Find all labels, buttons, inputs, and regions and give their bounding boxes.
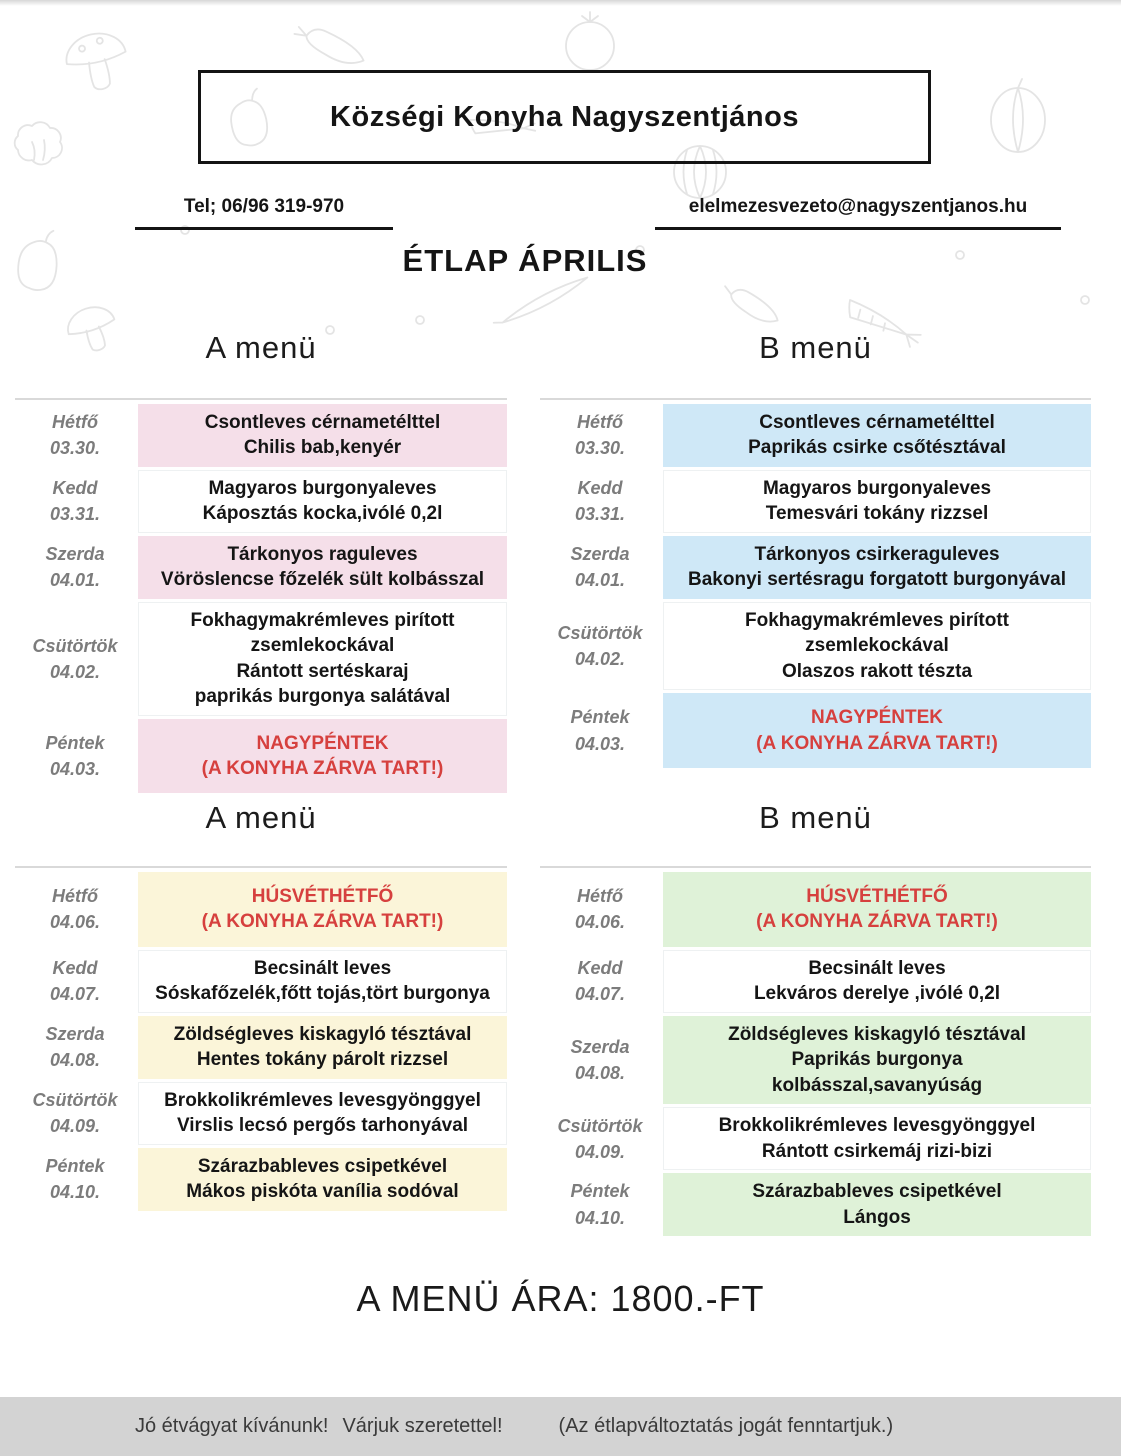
menu-line: Zöldségleves kiskagyló tésztával [728, 1023, 1026, 1045]
menu-line: Paprikás burgonya [791, 1049, 963, 1071]
day-name: Péntek [45, 732, 105, 753]
day-name: Hétfő [52, 886, 98, 907]
day-date: 03.31. [574, 504, 626, 525]
week2-headings [0, 800, 1121, 846]
menu-b-heading-week1: B menü [759, 330, 872, 365]
menu-line: (A KONYHA ZÁRVA TART!) [201, 911, 444, 933]
day-name: Péntek [570, 1181, 630, 1202]
menu-table-b-week2 [540, 866, 1091, 1236]
day-date: 04.06. [574, 912, 626, 933]
menu-b-heading-week2: B menü [759, 800, 872, 835]
day-name: Hétfő [52, 412, 98, 433]
menu-line: Bakonyi sertésragu forgatott burgonyával [688, 569, 1066, 591]
menu-cell [138, 1148, 507, 1211]
menu-line: Brokkolikrémleves levesgyönggyel [164, 1089, 481, 1111]
menu-line: HÚSVÉTHÉTFŐ [251, 886, 394, 907]
kitchen-name-box [198, 70, 931, 164]
menu-line: NAGYPÉNTEK [256, 732, 389, 754]
menu-table-a-week1 [15, 398, 507, 793]
day-name: Kedd [52, 958, 98, 979]
day-date: 04.06. [49, 912, 101, 933]
day-date: 03.30. [574, 438, 626, 459]
footer-band [0, 1397, 1121, 1456]
day-name: Péntek [45, 1155, 105, 1176]
day-date: 03.30. [49, 438, 101, 459]
day-cell [15, 470, 135, 533]
day-date: 04.02. [574, 648, 626, 669]
menu-line: Csontleves cérnametélttel [759, 412, 995, 433]
day-cell [540, 602, 660, 690]
day-name: Csütörtök [557, 1115, 643, 1136]
menu-line: Vöröslencse főzelék sült kolbásszal [160, 569, 485, 591]
menu-cell-closed [138, 719, 507, 794]
menu-a-heading-week2: A menü [205, 800, 317, 835]
zucchini-icon [493, 273, 590, 331]
menu-line: Hentes tokány párolt rizzsel [196, 1049, 449, 1071]
day-cell [15, 719, 135, 794]
menu-line: Rántott sertéskaraj [236, 660, 409, 682]
menu-line: Rántott csirkemáj rizi-bizi [761, 1140, 993, 1162]
menu-line: Szárazbableves csipetkével [752, 1181, 1002, 1203]
eggplant-icon [291, 22, 369, 68]
menu-cell-closed [663, 872, 1091, 947]
menu-line: Mákos piskóta vanília sodóval [186, 1181, 459, 1203]
day-cell [540, 1016, 660, 1104]
menu-cell [138, 602, 507, 716]
menu-line: Olaszos rakott tészta [781, 660, 973, 682]
menu-table-a-week2 [15, 866, 507, 1211]
menu-line: Magyaros burgonyaleves [208, 477, 437, 499]
day-name: Kedd [577, 478, 623, 499]
day-date: 04.03. [49, 758, 101, 779]
menu-line: Magyaros burgonyaleves [762, 477, 992, 499]
menu-cell [663, 950, 1091, 1013]
day-date: 04.10. [574, 1207, 626, 1228]
day-date: 04.08. [49, 1050, 101, 1071]
day-name: Hétfő [577, 412, 623, 433]
day-date: 04.01. [49, 570, 101, 591]
menu-cell [663, 1016, 1091, 1104]
menu-line: Csontleves cérnametélttel [204, 412, 441, 433]
menu-line: kolbásszal,savanyúság [771, 1074, 983, 1096]
tomato-icon [566, 12, 614, 70]
menu-line: Tárkonyos raguleves [227, 543, 418, 565]
menu-line: Chilis bab,kenyér [243, 437, 402, 459]
day-date: 04.07. [574, 984, 626, 1005]
day-date: 04.09. [574, 1141, 626, 1162]
day-cell [540, 536, 660, 599]
email-label: elelmezesvezeto@nagyszentjanos.hu [655, 196, 1061, 230]
day-name: Szerda [570, 544, 630, 565]
menu-line: Káposztás kocka,ivólé 0,2l [202, 503, 443, 525]
menu-line: Becsinált leves [808, 957, 946, 979]
menu-line: Sóskafőzelék,főtt tojás,tört burgonya [155, 983, 490, 1005]
day-name: Kedd [52, 478, 98, 499]
day-date: 03.31. [49, 504, 101, 525]
menu-cell [138, 1082, 507, 1145]
menu-cell [663, 470, 1091, 533]
menu-line: Paprikás csirke csőtésztával [748, 437, 1006, 459]
day-date: 04.01. [574, 570, 626, 591]
day-date: 04.07. [49, 984, 101, 1005]
day-cell [15, 872, 135, 947]
day-name: Szerda [570, 1036, 630, 1057]
menu-line: Lekváros derelye ,ivólé 0,2l [753, 983, 1001, 1005]
day-cell [540, 950, 660, 1013]
day-cell [15, 1082, 135, 1145]
menu-cell-closed [663, 693, 1091, 768]
menu-cell [663, 1107, 1091, 1170]
day-cell [540, 1173, 660, 1236]
day-cell [15, 1016, 135, 1079]
menu-line: (A KONYHA ZÁRVA TART!) [201, 757, 444, 779]
day-cell [540, 470, 660, 533]
day-date: 04.08. [574, 1062, 626, 1083]
week1-tables [15, 398, 1091, 793]
day-cell [540, 404, 660, 467]
menu-line: NAGYPÉNTEK [811, 707, 943, 729]
day-date: 04.09. [49, 1116, 101, 1137]
cauliflower-icon [15, 122, 62, 164]
day-date: 04.03. [574, 733, 626, 754]
menu-line: (A KONYHA ZÁRVA TART!) [756, 911, 998, 933]
day-cell [15, 404, 135, 467]
menu-cell [663, 404, 1091, 467]
menu-line: Tárkonyos csirkeraguleves [754, 543, 1000, 565]
menu-line: Temesvári tokány rizzsel [765, 503, 989, 525]
day-cell [15, 602, 135, 716]
menu-line: Fokhagymakrémleves pirított zsemlekockával [190, 609, 455, 657]
week2-tables [15, 866, 1091, 1236]
day-name: Csütörtök [32, 1090, 118, 1111]
day-cell [15, 536, 135, 599]
menu-line: Virslis lecsó pergős tarhonyával [176, 1115, 469, 1137]
kitchen-name-title: Községi Konyha Nagyszentjános [330, 100, 799, 133]
menu-cell [138, 1016, 507, 1079]
menu-line: paprikás burgonya salátával [194, 686, 451, 708]
menu-cell-closed [138, 872, 507, 947]
week1-headings [0, 330, 1121, 376]
menu-line: Brokkolikrémleves levesgyönggyel [718, 1115, 1036, 1137]
menu-line: Lángos [843, 1206, 911, 1228]
menu-cell [138, 536, 507, 599]
footer-disclaimer: (Az étlapváltoztatás jogát fenntartjuk.) [558, 1415, 894, 1437]
menu-cell [138, 470, 507, 533]
day-cell [540, 693, 660, 768]
menu-cell [663, 536, 1091, 599]
menu-line: (A KONYHA ZÁRVA TART!) [756, 732, 998, 754]
day-name: Kedd [577, 958, 623, 979]
vegetable-doodles-graphic [0, 0, 1121, 360]
day-cell [15, 950, 135, 1013]
day-name: Csütörtök [557, 622, 643, 643]
menu-line: Zöldségleves kiskagyló tésztával [173, 1023, 472, 1045]
price-line: A MENÜ ÁRA: 1800.-FT [356, 1278, 765, 1319]
menu-cell [138, 950, 507, 1013]
menu-a-heading-week1: A menü [205, 330, 317, 365]
day-name: Szerda [45, 1024, 105, 1045]
menu-line: Becsinált leves [253, 957, 392, 979]
day-cell [540, 872, 660, 947]
day-name: Szerda [45, 544, 105, 565]
onion-icon [991, 79, 1045, 152]
day-cell [15, 1148, 135, 1211]
menu-line: Szárazbableves csipetkével [197, 1155, 448, 1177]
day-date: 04.02. [49, 661, 101, 682]
menu-cell [663, 1173, 1091, 1236]
phone-label: Tel; 06/96 319-970 [135, 196, 393, 230]
menu-cell [663, 602, 1091, 690]
footer-wish: Jó étvágyat kívánunk! [135, 1415, 329, 1437]
footer-welcome: Várjuk szeretettel! [342, 1415, 503, 1437]
day-name: Hétfő [577, 886, 623, 907]
menu-line: Fokhagymakrémleves pirított zsemlekockával [745, 609, 1009, 657]
day-name: Csütörtök [32, 635, 118, 656]
menu-line: HÚSVÉTHÉTFŐ [806, 886, 948, 907]
menu-table-b-week1 [540, 398, 1091, 768]
menu-cell [138, 404, 507, 467]
page-title: ÉTLAP ÁPRILIS [402, 243, 648, 278]
day-cell [540, 1107, 660, 1170]
eggplant-icon [718, 282, 783, 326]
day-name: Péntek [570, 707, 630, 728]
mushroom-icon [62, 28, 132, 95]
day-date: 04.10. [49, 1182, 101, 1203]
